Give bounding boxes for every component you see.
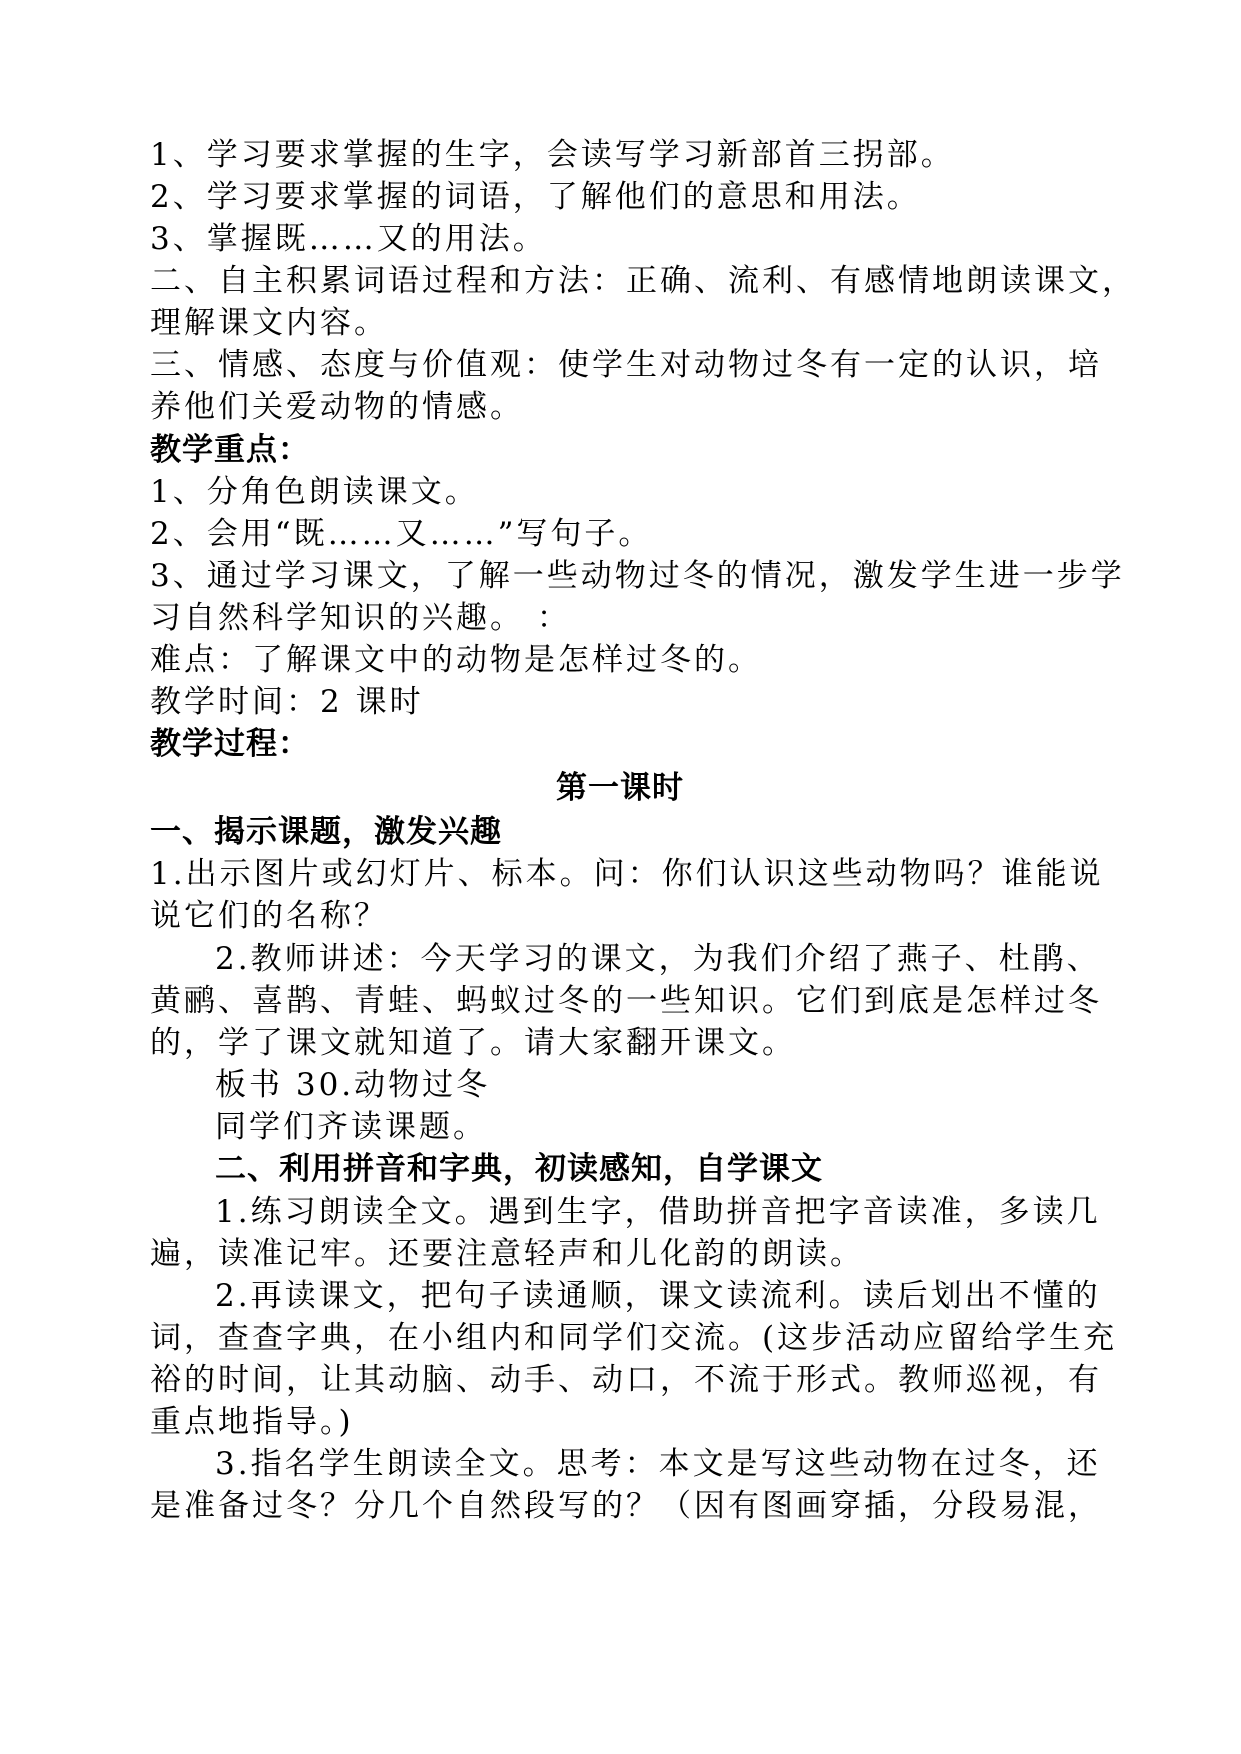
process-method-line-1: 二、自主积累词语过程和方法：正确、流利、有感情地朗读课文， [150,263,1136,299]
step-1-2-line-3: 的，学了课文就知道了。请大家翻开课文。 [150,1025,796,1061]
step-1-2-line-2: 黄鹂、喜鹊、青蛙、蚂蚁过冬的一些知识。它们到底是怎样过冬 [150,983,1102,1019]
key-point-1: 1、分角色朗读课文。 [150,474,479,510]
objective-1: 1、学习要求掌握的生字，会读写学习新部首三拐部。 [150,137,955,173]
step-2-3-line-1: 3.指名学生朗读全文。思考：本文是写这些动物在过冬，还 [215,1446,1101,1482]
objective-3: 3、掌握既……又的用法。 [150,221,547,257]
key-point-2: 2、会用“既……又……”写句子。 [150,516,653,552]
emotion-values-line-1: 三、情感、态度与价值观：使学生对动物过冬有一定的认识，培 [150,347,1102,383]
process-method-line-2: 理解课文内容。 [150,305,388,341]
section-2-heading: 二、利用拼音和字典，初读感知，自学课文 [215,1151,823,1187]
key-points-heading: 教学重点： [150,432,310,468]
step-2-2-line-2: 词，查查字典，在小组内和同学们交流。(这步活动应留给学生充 [150,1320,1118,1356]
teaching-process-heading: 教学过程： [150,726,310,762]
step-2-1-line-1: 1.练习朗读全文。遇到生字，借助拼音把字音读准，多读几 [215,1194,1101,1230]
section-1-heading: 一、揭示课题，激发兴趣 [150,814,502,850]
blackboard-title: 板书 30.动物过冬 [215,1067,491,1103]
step-2-3-line-2: 是准备过冬？分几个自然段写的？（因有图画穿插，分段易混， [150,1488,1102,1524]
read-title-together: 同学们齐读课题。 [215,1109,487,1145]
step-1-1-line-1: 1.出示图片或幻灯片、标本。问：你们认识这些动物吗？谁能说 [150,856,1104,892]
step-1-2-line-1: 2.教师讲述：今天学习的课文，为我们介绍了燕子、杜鹃、 [215,941,1101,977]
teaching-time: 教学时间：2 课时 [150,684,424,720]
emotion-values-line-2: 养他们关爱动物的情感。 [150,389,524,425]
first-lesson-title: 第一课时 [556,770,684,806]
key-point-3-line-1: 3、通过学习课文，了解一些动物过冬的情况，激发学生进一步学 [150,558,1125,594]
step-2-1-line-2: 遍，读准记牢。还要注意轻声和儿化韵的朗读。 [150,1236,864,1272]
step-1-1-line-2: 说它们的名称？ [150,898,388,934]
step-2-2-line-3: 裕的时间，让其动脑、动手、动口，不流于形式。教师巡视，有 [150,1362,1102,1398]
key-point-3-line-2: 习自然科学知识的兴趣。 ： [150,600,571,636]
difficulty: 难点：了解课文中的动物是怎样过冬的。 [150,642,762,678]
objective-2: 2、学习要求掌握的词语，了解他们的意思和用法。 [150,179,921,215]
step-2-2-line-1: 2.再读课文，把句子读通顺，课文读流利。读后划出不懂的 [215,1278,1101,1314]
step-2-2-line-4: 重点地指导。) [150,1404,354,1440]
